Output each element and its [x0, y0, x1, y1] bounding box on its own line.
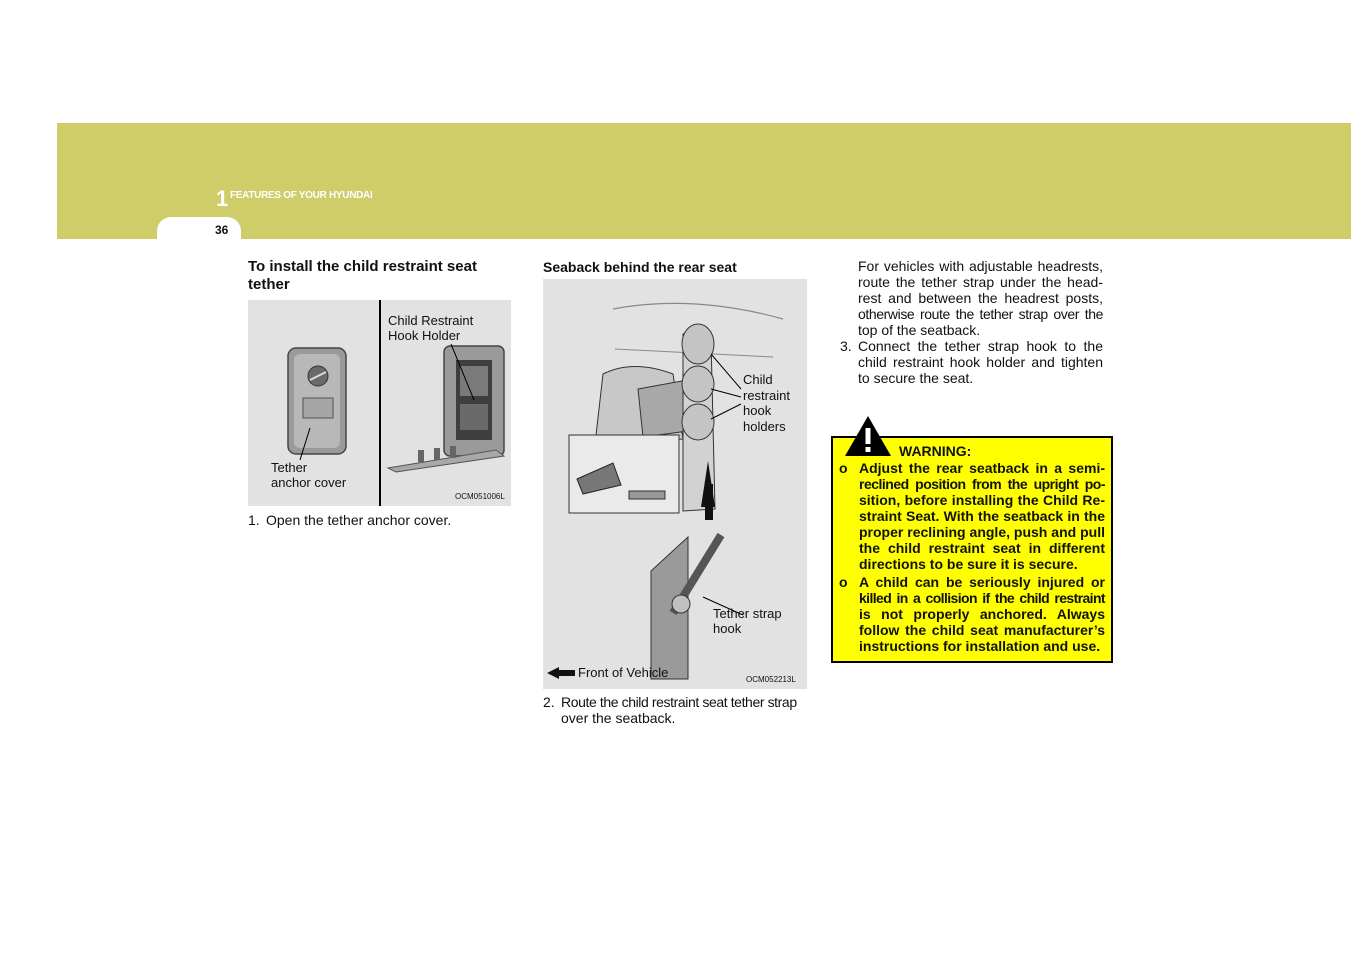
- seatback-illustration: [543, 279, 807, 689]
- step-text: Open the tether anchor cover.: [266, 512, 452, 528]
- chapter-title: FEATURES OF YOUR HYUNDAI: [230, 190, 373, 201]
- warning-title: WARNING:: [899, 443, 972, 459]
- para-line: top of the seatback.: [858, 322, 981, 338]
- page-number: 36: [215, 223, 229, 237]
- warning-line: A child can be seriously injured or: [859, 574, 1105, 590]
- warning-line: follow the child seat manufacturer’s: [859, 622, 1105, 638]
- figure-tether-anchor: [248, 300, 511, 506]
- step-line: Connect the tether strap hook to the: [858, 338, 1103, 354]
- bullet: o: [839, 460, 848, 476]
- warning-line: reclined position from the upright po-: [859, 476, 1105, 492]
- chapter-number: 1: [216, 186, 229, 211]
- section-heading-install-tether: To install the child restraint seat tether: [248, 258, 477, 293]
- warning-line: the child restraint seat in different: [859, 540, 1105, 556]
- figure-code: OCM051006L: [455, 492, 505, 501]
- label-hook-holder-line2: Hook Holder: [388, 328, 461, 343]
- label-hook-holders-1: Child: [743, 372, 773, 387]
- label-strap-hook-1: Tether strap: [713, 606, 782, 621]
- label-hook-holders-4: holders: [743, 419, 786, 434]
- warning-line: is not properly anchored. Always: [859, 606, 1105, 622]
- step-text-line2: over the seatback.: [561, 710, 676, 726]
- exclamation-triangle-icon: [843, 414, 893, 458]
- warning-line: sition, before installing the Child Re-: [859, 492, 1105, 508]
- label-hook-holders-3: hook: [743, 403, 772, 418]
- label-front-of-vehicle: Front of Vehicle: [578, 665, 669, 680]
- headrest-paragraph: [858, 258, 1103, 338]
- warning-line: straint Seat. With the seatback in the: [859, 508, 1105, 524]
- label-hook-holder-line1: Child Restraint: [388, 313, 474, 328]
- bullet: o: [839, 574, 848, 590]
- warning-line: proper reclining angle, push and pull: [859, 524, 1105, 540]
- header-band: [57, 123, 1351, 239]
- step-2: [543, 694, 807, 728]
- step-number: 3.: [840, 338, 852, 354]
- warning-line: Adjust the rear seatback in a semi-: [859, 460, 1105, 476]
- warning-line: instructions for installation and use.: [859, 638, 1101, 654]
- page-number-tab: [157, 217, 241, 241]
- step-line: child restraint hook holder and tighten: [858, 354, 1103, 370]
- label-tether-cover-line2: anchor cover: [271, 475, 347, 490]
- label-hook-holders-2: restraint: [743, 388, 790, 403]
- figure-seatback: [543, 279, 807, 689]
- para-line: route the tether strap under the head-: [858, 274, 1103, 290]
- section-heading-seatback: Seaback behind the rear seat: [543, 259, 737, 275]
- warning-box: [831, 436, 1113, 663]
- para-line: For vehicles with adjustable headrests,: [858, 258, 1103, 274]
- warning-line: directions to be sure it is secure.: [859, 556, 1078, 572]
- step-line: to secure the seat.: [858, 370, 974, 386]
- figure-code: OCM052213L: [746, 675, 796, 684]
- warning-line: killed in a collision if the child restraint: [859, 590, 1105, 606]
- step-number: 1.: [248, 512, 260, 528]
- step-text-line1: Route the child restraint seat tether strap: [561, 694, 797, 710]
- para-line: otherwise route the tether strap over the: [858, 306, 1103, 322]
- para-line: rest and between the headrest posts,: [858, 290, 1103, 306]
- label-strap-hook-2: hook: [713, 621, 742, 636]
- step-number: 2.: [543, 694, 555, 710]
- label-tether-cover-line1: Tether: [271, 460, 308, 475]
